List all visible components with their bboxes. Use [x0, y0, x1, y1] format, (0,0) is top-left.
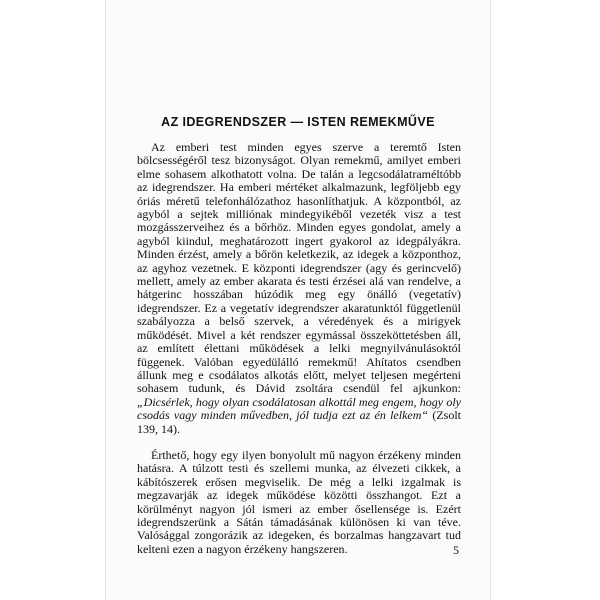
- paragraph: Érthető, hogy egy ilyen bonyolult mű nagyon érzékeny minden hatásra. A túlzott testi és szellemi munka, az élvezeti cikkek, a kábítószerek erősen megviselik. De még a lelki izgalmak is megzavarják az idegek működése közötti összhangot. Ezt a körülményt nagyon jól ismeri az ember ősellensége is. Ezért idegrendszerünk a Sátán támadásának különösen ki van téve. Valósággal zongorázik az idegeken, és borzalmas hangzavart tud kelteni ezen a nagyon érzékeny hangszeren.: [137, 447, 461, 556]
- body-text: [137, 141, 461, 556]
- paragraph-text: Az emberi test minden egyes szerve a teremtő Isten bölcsességéről tesz bizonyságot. Olyan remekmű, amilyet emberi elme sohasem alkothatott volna. De talán a legcsodálatraméltóbb az idegrendszer. Ha emberi mértéket alkalmazunk, legföljebb egy óriás méretű telefonhálózathoz hasonlíthatjuk. A központból, az agyból a sejtek milliónak mindegyikéből vezeték visz a test mozgásszerveihez és a bőrhöz. Minden egyes gondolat, amely a agyból kiindul, meghatározott ingert gyakorol az idegpályákra. Minden érzést, amely a bőrön keletkezik, az idegek a központhoz, az agyhoz vezetnek. E központi idegrendszer (agy és gerincvelő) mellett, amely az ember akarata és testi érzései alá van rendelve, a hátgerinc hosszában húzódik meg egy önálló (vegetatív) idegrendszer. Ez a vegetatív idegrendszer akaratunktól függetlenül szabályozza a belső szervek, a véredények és a mirigyek működését. Mivel a két rendszer egymással összeköttetésben áll, az említett élettani működések a lelki megnyilvánulásoktól függenek. Valóban egyedülálló remekmű! Ahítatos csendben állunk meg e csodálatos alkotás előtt, melyet teljesen megérteni sohasem tudunk, és Dávid zsoltára csendül fel ajkunkon:: [137, 140, 461, 396]
- chapter-title: AZ IDEGRENDSZER — ISTEN REMEKMŰVE: [161, 115, 435, 129]
- book-page: [106, 0, 490, 600]
- psalm-quote: „Dicsérlek, hogy olyan csodálatosan alkottál meg engem, hogy oly csodás vagy minden művedben, jól tudja ezt az én lelkem“: [137, 394, 461, 423]
- psalm-citation: (Zsolt 139, 14).: [137, 408, 461, 436]
- page-number: 5: [453, 543, 459, 557]
- paragraph: [137, 141, 461, 436]
